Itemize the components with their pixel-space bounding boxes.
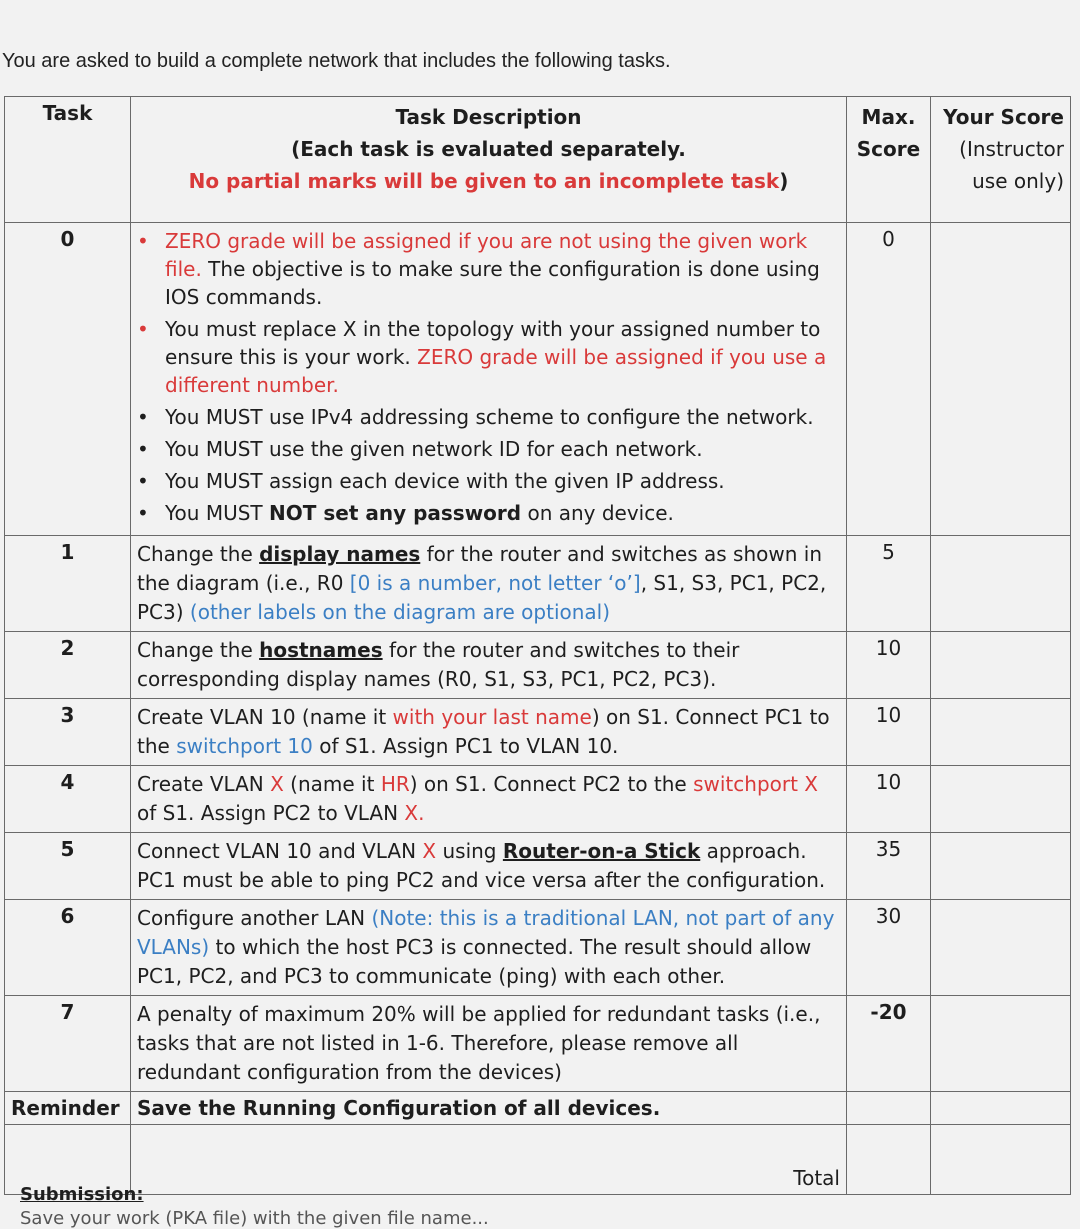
- header-your-score: [931, 97, 1071, 223]
- total-label: Total: [131, 1125, 847, 1195]
- task-number: 0: [5, 223, 131, 536]
- submission-heading: Submission:: [20, 1184, 144, 1205]
- task-description: Configure another LAN (Note: this is a traditional LAN, not part of any VLANs) to which the host PC3 is connected. The result should allow PC1, PC2, and PC3 to communicate (ping) with each other.: [131, 900, 847, 996]
- reminder-row: [5, 1092, 1071, 1125]
- task-number: 5: [5, 833, 131, 900]
- task-table: [4, 96, 1071, 1195]
- max-score: 10: [847, 632, 931, 699]
- max-score: 10: [847, 699, 931, 766]
- task-row-6: [5, 900, 1071, 996]
- task-description: Create VLAN X (name it HR) on S1. Connect PC2 to the switchport X of S1. Assign PC2 to VLAN X.: [131, 766, 847, 833]
- header-your-line1: Your Score: [943, 105, 1064, 129]
- task-description: Change the hostnames for the router and switches to their corresponding display names (R0, S1, S3, PC1, PC2, PC3).: [131, 632, 847, 699]
- submission-text: Save your work (PKA file) with the given file name...: [20, 1208, 489, 1229]
- task-number: 6: [5, 900, 131, 996]
- reminder-text: Save the Running Configuration of all devices.: [131, 1092, 847, 1125]
- bullet-item: • You MUST assign each device with the given IP address.: [165, 467, 840, 495]
- task-number: 3: [5, 699, 131, 766]
- total-max-cell: [847, 1125, 931, 1195]
- task-row-7: [5, 996, 1071, 1092]
- your-score-cell: [931, 223, 1071, 536]
- header-your-line2: (Instructor use only): [959, 137, 1064, 193]
- header-task: Task: [5, 97, 131, 223]
- your-score-cell: [931, 766, 1071, 833]
- max-score: 5: [847, 536, 931, 632]
- your-score-cell: [931, 536, 1071, 632]
- header-desc-close: ): [779, 169, 789, 193]
- your-score-cell: [931, 996, 1071, 1092]
- max-score: -20: [847, 996, 931, 1092]
- header-row: [5, 97, 1071, 223]
- max-score: 35: [847, 833, 931, 900]
- task-description: Change the display names for the router and switches as shown in the diagram (i.e., R0 [0 is a number, not letter ‘o’], S1, S3, PC1, PC2, PC3) (other labels on the diagram are optional): [131, 536, 847, 632]
- max-score: 10: [847, 766, 931, 833]
- header-max-score: Max. Score: [847, 97, 931, 223]
- your-score-cell: [931, 699, 1071, 766]
- bullet-item: • You MUST use IPv4 addressing scheme to configure the network.: [165, 403, 840, 431]
- task-description: Create VLAN 10 (name it with your last name) on S1. Connect PC1 to the switchport 10 of S1. Assign PC1 to VLAN 10.: [131, 699, 847, 766]
- bullet-item: • ZERO grade will be assigned if you are not using the given work file. The objective is to make sure the configuration is done using IOS commands.: [165, 227, 840, 311]
- task-number: 1: [5, 536, 131, 632]
- total-your-cell: [931, 1125, 1071, 1195]
- bullet-item: • You must replace X in the topology with your assigned number to ensure this is your work. ZERO grade will be assigned if you use a different number.: [165, 315, 840, 399]
- your-score-cell: [931, 833, 1071, 900]
- task-row-5: [5, 833, 1071, 900]
- task-row-3: [5, 699, 1071, 766]
- header-desc-line1: Task Description: [395, 105, 582, 129]
- task-description: [131, 223, 847, 536]
- task-description: A penalty of maximum 20% will be applied for redundant tasks (i.e., tasks that are not listed in 1-6. Therefore, please remove all redundant configuration from the devices): [131, 996, 847, 1092]
- reminder-label: Reminder: [5, 1092, 131, 1125]
- task-row-0: [5, 223, 1071, 536]
- header-desc-line3: No partial marks will be given to an incomplete task: [188, 169, 780, 193]
- your-score-cell: [931, 632, 1071, 699]
- task-number: 7: [5, 996, 131, 1092]
- your-score-cell: [931, 900, 1071, 996]
- task-description: Connect VLAN 10 and VLAN X using Router-on-a Stick approach. PC1 must be able to ping PC2 and vice versa after the configuration.: [131, 833, 847, 900]
- task-row-2: [5, 632, 1071, 699]
- intro-text: You are asked to build a complete network that includes the following tasks.: [2, 50, 671, 72]
- header-description: [131, 97, 847, 223]
- header-desc-line2: (Each task is evaluated separately.: [291, 137, 686, 161]
- task-row-4: [5, 766, 1071, 833]
- task-number: 2: [5, 632, 131, 699]
- max-score: 0: [847, 223, 931, 536]
- task-row-1: [5, 536, 1071, 632]
- bullet-item: • You MUST use the given network ID for each network.: [165, 435, 840, 463]
- task-number: 4: [5, 766, 131, 833]
- bullet-item: • You MUST NOT set any password on any device.: [165, 499, 840, 527]
- total-row: [5, 1125, 1071, 1195]
- max-score: 30: [847, 900, 931, 996]
